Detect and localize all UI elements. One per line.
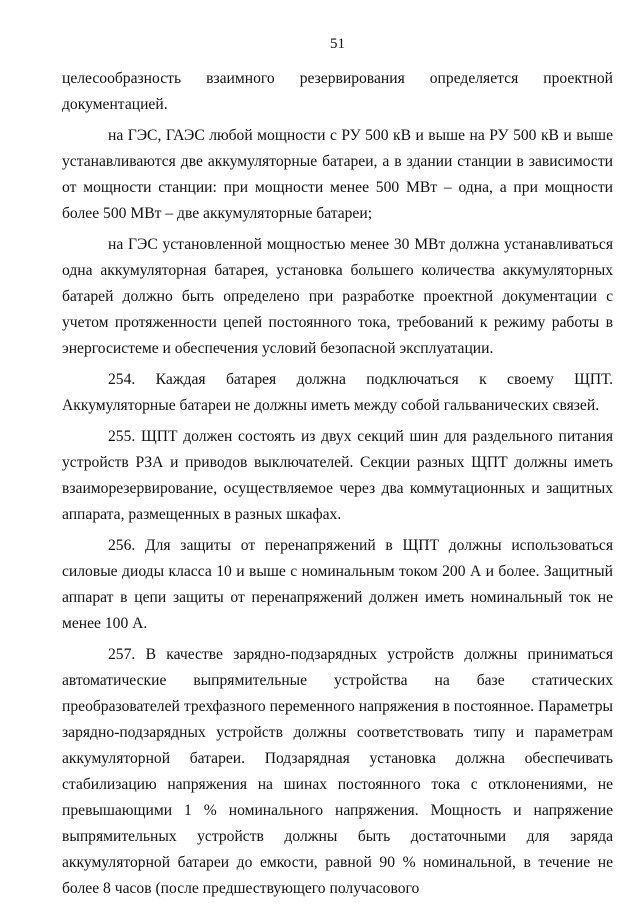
paragraph-ges-gaes: на ГЭС, ГАЭС любой мощности с РУ 500 кВ и выше на РУ 500 кВ и выше устанавливаются две аккумуляторные батареи, а в здании станции в зависимости от мощности станции: при мощности менее 500 МВт – одна, а при мощности более 500 МВт – две аккумуляторные батареи; [62, 127, 613, 222]
paragraph-continuation: целесообразность взаимного резервирования определяется проектной документацией. [62, 70, 613, 113]
paragraph-254: 254. Каждая батарея должна подключаться к своему ЩПТ. Аккумуляторные батареи не должны иметь между собой гальванических связей. [62, 371, 613, 414]
page-number: 51 [330, 36, 345, 52]
paragraph-256: 256. Для защиты от перенапряжений в ЩПТ должны использоваться силовые диоды класса 10 и выше с номинальным током 200 А и более. Защитный аппарат в цепи защиты от перенапряжений должен иметь номинальный ток не менее 100 А. [62, 537, 613, 632]
paragraph-255: 255. ЩПТ должен состоять из двух секций шин для раздельного питания устройств РЗА и приводов выключателей. Секции разных ЩПТ должны иметь взаиморезервирование, осуществляемое через два коммутационных и защитных аппарата, размещенных в разных шкафах. [62, 428, 613, 523]
paragraph-ges-30mw: на ГЭС установленной мощностью менее 30 МВт должна устанавливаться одна аккумуляторная батарея, установка большего количества аккумуляторных батарей должно быть определено при разработке проектной документации с учетом протяженности цепей постоянного тока, требований к режиму работы в энергосистеме и обеспечения условий безопасной эксплуатации. [62, 236, 613, 357]
paragraph-257: 257. В качестве зарядно-подзарядных устройств должны приниматься автоматические выпрямительные устройства на базе статических преобразователей трехфазного переменного напряжения в постоянное. Параметры зарядно-подзарядных устройств должны соответствовать типу и параметрам аккумуляторной батареи. Подзарядная установка должна обеспечивать стабилизацию напряжения на шинах постоянного тока с отклонениями, не превышающими 1 % номинального напряжения. Мощность и напряжение выпрямительных устройств должны быть достаточными для заряда аккумуляторной батареи до емкости, равной 90 % номинальной, в течение не более 8 часов (после предшествующего получасового [62, 646, 613, 897]
document-page [62, 34, 613, 902]
